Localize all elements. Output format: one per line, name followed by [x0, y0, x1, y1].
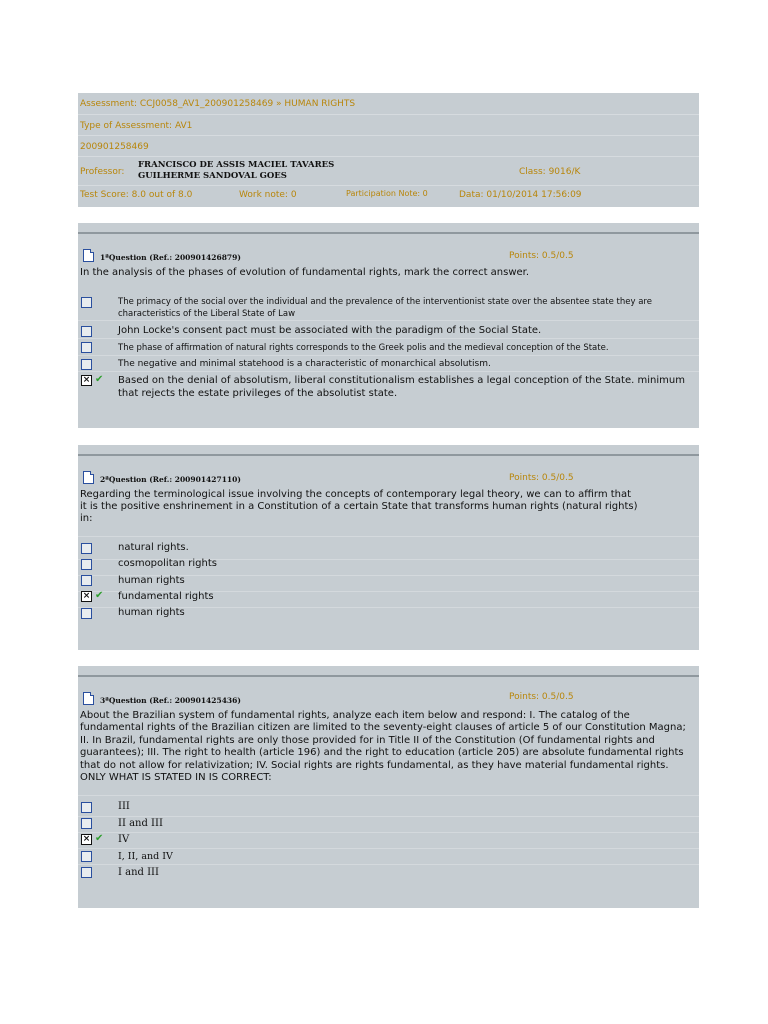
- answer-checkbox[interactable]: [81, 342, 92, 353]
- question-panel: [78, 666, 699, 908]
- class-label: Class: 9016/K: [519, 167, 581, 177]
- question-title: 3ªQuestion (Ref.: 200901425436): [100, 696, 241, 705]
- answer-checkbox[interactable]: [81, 818, 92, 829]
- divider: [78, 232, 699, 234]
- answer-option-text: fundamental rights: [118, 591, 214, 602]
- answer-option-text: natural rights.: [118, 542, 189, 553]
- option-divider: [78, 355, 699, 356]
- answer-checkbox[interactable]: [81, 326, 92, 337]
- answer-checkbox[interactable]: [81, 867, 92, 878]
- answer-checkbox[interactable]: [81, 359, 92, 370]
- professor-label: Professor:: [80, 167, 125, 177]
- answer-option-text: I and III: [118, 867, 159, 878]
- correct-check-icon: ✔: [95, 374, 104, 385]
- answer-checkbox[interactable]: [81, 851, 92, 862]
- answer-option-text: I, II, and IV: [118, 851, 173, 862]
- divider: [78, 675, 699, 677]
- question-text: In the analysis of the phases of evolution of fundamental rights, mark the correct answer.: [80, 267, 530, 278]
- option-divider: [78, 848, 699, 849]
- answer-checkbox[interactable]: [81, 608, 92, 619]
- document-icon: [83, 692, 94, 705]
- question-points: Points: 0.5/0.5: [509, 692, 574, 702]
- answer-option-text: The primacy of the social over the individual and the prevalence of the interventionist state over the absentee state they are characteristics of the Liberal State of Law: [118, 297, 652, 319]
- document-icon: [83, 249, 94, 262]
- question-points: Points: 0.5/0.5: [509, 251, 574, 261]
- option-divider: [78, 832, 699, 833]
- correct-check-icon: ✔: [95, 590, 104, 601]
- answer-option-text: Based on the denial of absolutism, liberal constitutionalism establishes a legal conception of the State. minimum that rejects the estate privileges of the absolutist state.: [118, 375, 685, 399]
- answer-option-text: human rights: [118, 607, 185, 618]
- assessment-row: [78, 93, 699, 115]
- answer-checkbox[interactable]: [81, 575, 92, 586]
- answer-checkbox-checked[interactable]: ×: [82, 834, 91, 844]
- divider: [78, 454, 699, 456]
- answer-option-text: IV: [118, 834, 130, 845]
- option-divider: [78, 320, 699, 321]
- question-text: About the Brazilian system of fundamental rights, analyze each item below and respond: I. The catalog of the fundamental rights of the Brazilian citizen are limited to the seventy-eight clauses of article 5 of our Constitution Magna; II. In Brazil, fundamental rights are only those provided for in Title II of the Constitution (Of fundamental rights and guarantees); III. The right to health (article 196) and the right to education (article 205) are absolute fundamental rights that do not allow for relativization; IV. Social rights are rights fundamental, as they have material fundamental rights. ONLY WHAT IS STATED IN IS CORRECT:: [80, 710, 686, 784]
- answer-option-text: III: [118, 801, 130, 812]
- question-title: 2ªQuestion (Ref.: 200901427110): [100, 475, 241, 484]
- option-divider: [78, 371, 699, 372]
- answer-option-text: The phase of affirmation of natural rights corresponds to the Greek polis and the medieval conception of the State.: [118, 343, 609, 353]
- question-points: Points: 0.5/0.5: [509, 473, 574, 483]
- answer-checkbox[interactable]: [81, 559, 92, 570]
- assessment-type-row: [78, 115, 699, 136]
- assessment-header: [78, 93, 699, 207]
- professor-row: [78, 157, 699, 186]
- answer-checkbox[interactable]: [81, 802, 92, 813]
- option-divider: [78, 536, 699, 537]
- student-id-row: [78, 136, 699, 157]
- work-note: Work note: 0: [239, 190, 297, 200]
- answer-option-text: John Locke's consent pact must be associated with the paradigm of the Social State.: [118, 325, 542, 336]
- answer-option-text: cosmopolitan rights: [118, 558, 217, 569]
- option-divider: [78, 864, 699, 865]
- document-icon: [83, 471, 94, 484]
- answer-checkbox[interactable]: [81, 297, 92, 308]
- question-title: 1ªQuestion (Ref.: 200901426879): [100, 253, 241, 262]
- test-date: Data: 01/10/2014 17:56:09: [459, 190, 582, 200]
- option-divider: [78, 795, 699, 796]
- answer-checkbox-checked[interactable]: ×: [82, 375, 91, 385]
- answer-option-text: human rights: [118, 575, 185, 586]
- score-row: [78, 186, 699, 206]
- assessment-title: Assessment: CCJ0058_AV1_200901258469 » HUMAN RIGHTS: [80, 99, 356, 109]
- answer-checkbox-checked[interactable]: ×: [82, 591, 91, 601]
- question-text: Regarding the terminological issue involving the concepts of contemporary legal theory, we can to affirm that it is the positive enshrinement in a Constitution of a certain State that transforms human rights (natural rights) in:: [80, 489, 638, 524]
- student-id: 200901258469: [80, 142, 149, 152]
- answer-option-text: II and III: [118, 818, 163, 829]
- question-panel: [78, 445, 699, 650]
- test-score: Test Score: 8.0 out of 8.0: [80, 190, 193, 200]
- answer-checkbox[interactable]: [81, 543, 92, 554]
- participation-note: Participation Note: 0: [346, 189, 428, 198]
- option-divider: [78, 338, 699, 339]
- option-divider: [78, 816, 699, 817]
- correct-check-icon: ✔: [95, 833, 104, 844]
- professor-name: GUILHERME SANDOVAL GOES: [138, 171, 287, 181]
- professor-name: FRANCISCO DE ASSIS MACIEL TAVARES: [138, 160, 335, 170]
- question-panel: [78, 223, 699, 428]
- answer-option-text: The negative and minimal statehood is a characteristic of monarchical absolutism.: [118, 359, 491, 369]
- assessment-type: Type of Assessment: AV1: [80, 121, 193, 131]
